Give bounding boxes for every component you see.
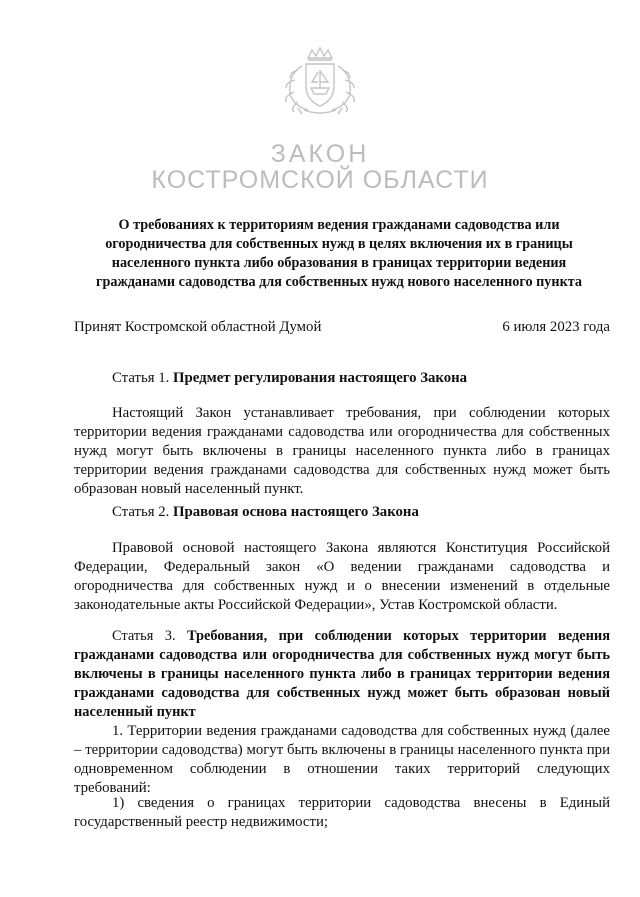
article-2-text: Правовой основой настоящего Закона являются Конституция Российской Федерации, Федеральный закон «О ведении гражданами садоводства и огородничества для собственных нужд и о внесении изменений в отдельные законодательные акты Российской Федерации», Устав Костромской области.	[74, 540, 610, 613]
article-3-title: Требования, при соблюдении которых территории ведения гражданами садоводства или огородничества для собственных нужд могут быть включены в границы населенного пункта либо в границах территории ведения гражданами садоводства для собственных нужд может быть образован новый населенный пункт	[74, 628, 610, 720]
article-1-heading	[74, 369, 610, 388]
adoption-date: 6 июля 2023 года	[502, 319, 610, 335]
adoption-info	[74, 318, 610, 337]
article-1-label: Статья 1.	[112, 370, 170, 386]
article-3-label: Статья 3.	[112, 628, 176, 644]
article-3-heading	[74, 627, 610, 722]
issuing-region-title: КОСТРОМСКОЙ ОБЛАСТИ	[151, 166, 489, 194]
article-2-heading	[74, 503, 610, 522]
article-2-label: Статья 2.	[112, 504, 170, 520]
law-title: О требованиях к территориям ведения гражданами садоводства или огородничества для собственных нужд в целях включения их в границы населенного пункта либо образования в границах территории ведения гражданами садоводства для собственных нужд нового населенного пункта	[96, 217, 582, 290]
article-1-title: Предмет регулирования настоящего Закона	[173, 370, 468, 386]
article-3-point-1: 1. Территории ведения гражданами садоводства для собственных нужд (далее – территории садоводства) могут быть включены в границы населенного пункта при одновременном соблюдении в отношении таких территорий следующих требований:	[74, 723, 610, 796]
adopted-by: Принят Костромской областной Думой	[74, 319, 322, 335]
article-1-text: Настоящий Закон устанавливает требования, при соблюдении которых территории ведения гражданами садоводства или огородничества для собственных нужд могут быть включены в границы населенного пункта либо в границах территории ведения гражданами садоводства для собственных нужд может быть образован новый населенный пункт.	[74, 405, 610, 497]
article-3-subpoint-1: 1) сведения о границах территории садоводства внесены в Единый государственный реестр недвижимости;	[74, 795, 610, 830]
article-2-title: Правовая основа настоящего Закона	[173, 504, 419, 520]
document-type-title: ЗАКОН	[270, 140, 370, 168]
coat-of-arms-emblem	[268, 44, 372, 118]
